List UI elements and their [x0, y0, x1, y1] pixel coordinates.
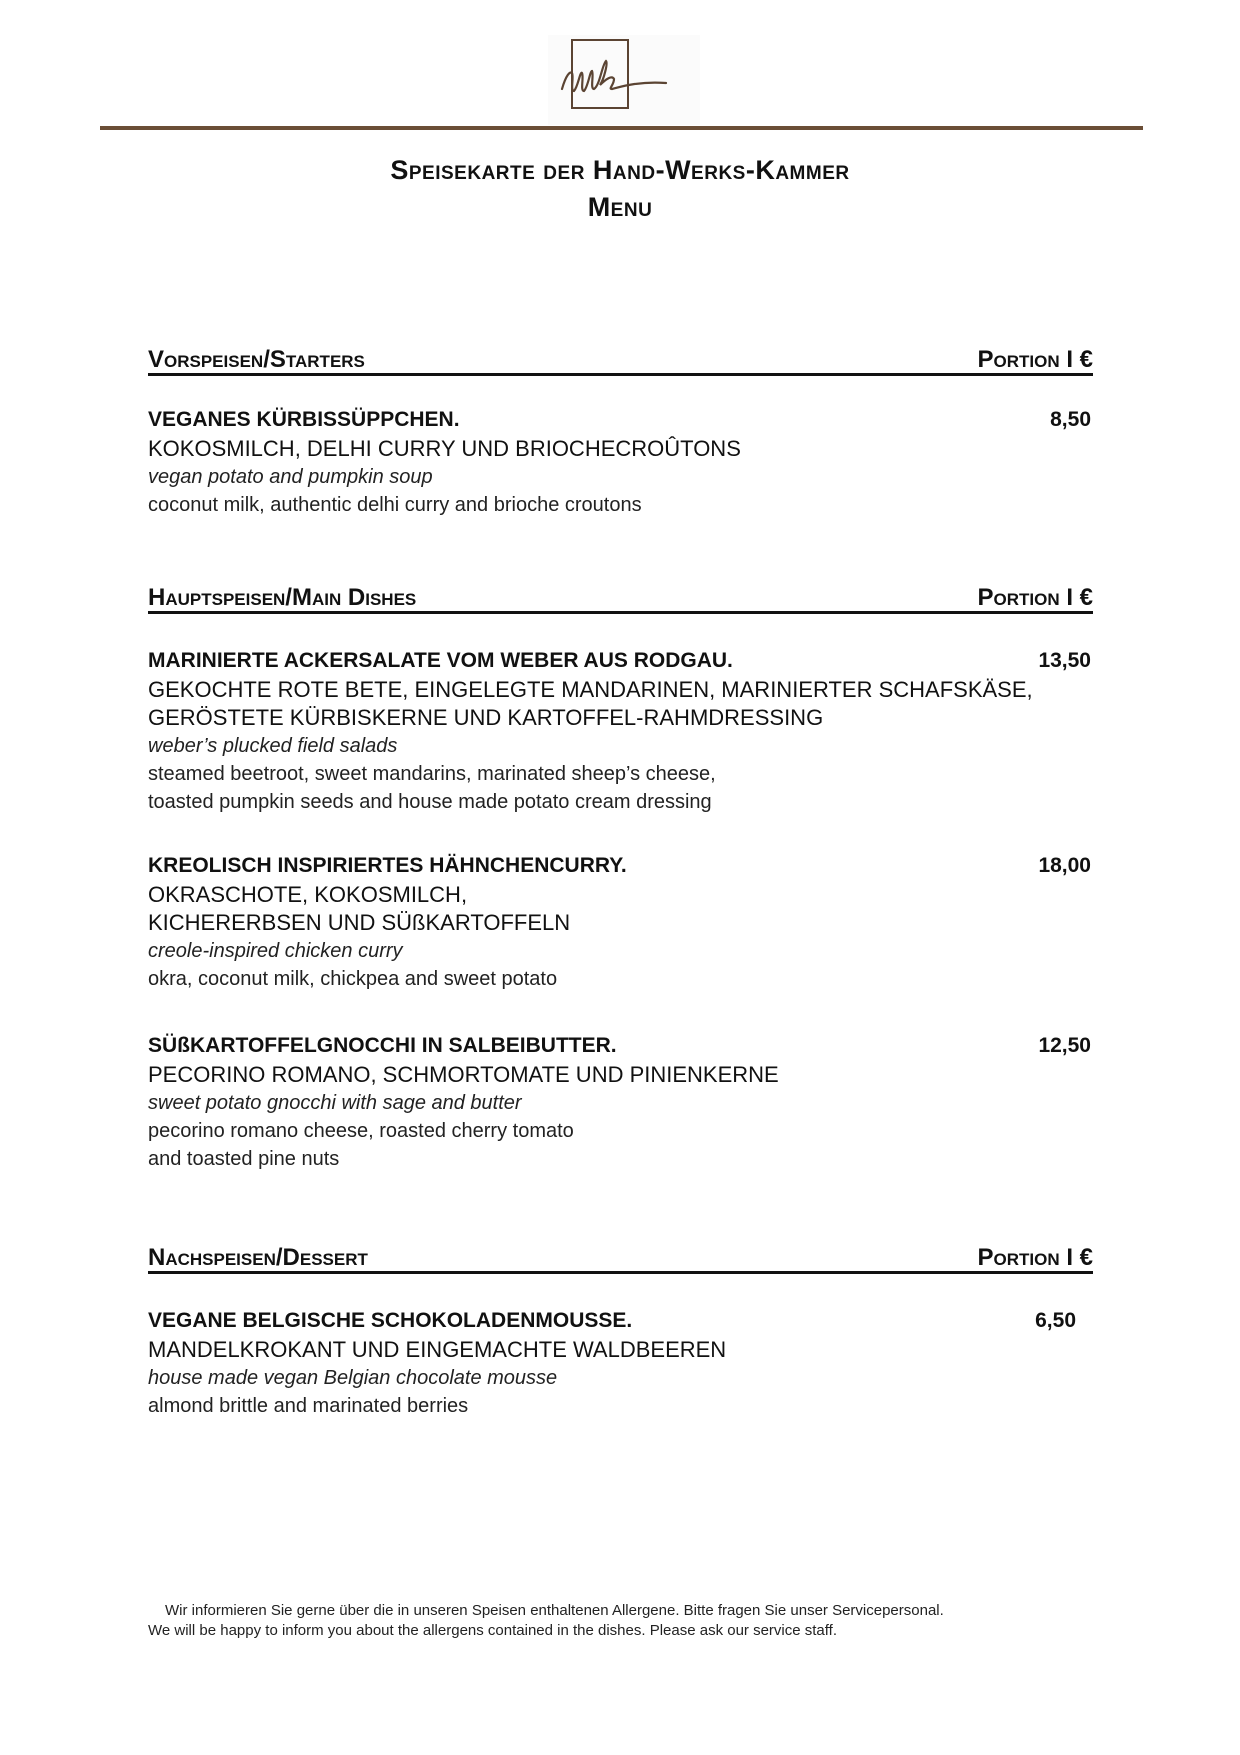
menu-item — [148, 1031, 1093, 1173]
item-description-en: okra, coconut milk, chickpea and sweet potato — [148, 968, 558, 990]
item-title-en: vegan potato and pumpkin soup — [148, 466, 433, 488]
item-name: VEGANE BELGISCHE SCHOKOLADENMOUSSE. — [148, 1309, 633, 1332]
item-description-de: GEKOCHTE ROTE BETE, EINGELEGTE MANDARINEN, MARINIERTER SCHAFSKÄSE, — [148, 677, 1033, 702]
item-title-en: sweet potato gnocchi with sage and butter — [148, 1092, 522, 1114]
page-title: Speisekarte der Hand-Werks-Kammer — [390, 155, 850, 185]
menu-item — [148, 405, 1093, 519]
price-column-header: Portion I € — [977, 346, 1093, 373]
item-description-en: pecorino romano cheese, roasted cherry tomato — [148, 1120, 574, 1142]
item-price: 12,50 — [1038, 1034, 1091, 1057]
item-description-en: steamed beetroot, sweet mandarins, marinated sheep’s cheese, — [148, 763, 716, 785]
allergen-notice — [148, 1601, 1098, 1641]
item-description-en: and toasted pine nuts — [148, 1148, 340, 1170]
item-title-en: weber’s plucked field salads — [148, 735, 398, 757]
item-title-en: creole-inspired chicken curry — [148, 940, 403, 962]
item-description-en: toasted pumpkin seeds and house made potato cream dressing — [148, 791, 712, 813]
section-header-starters — [148, 345, 1093, 376]
section-header-main-dishes — [148, 583, 1093, 614]
section-title: Vorspeisen/Starters — [148, 346, 365, 373]
menu-item — [148, 1306, 1078, 1420]
item-price: 18,00 — [1038, 854, 1091, 877]
item-description-de: KICHERERBSEN UND SÜßKARTOFFELN — [148, 910, 571, 935]
item-price: 8,50 — [1050, 408, 1091, 431]
item-name: MARINIERTE ACKERSALATE VOM WEBER AUS RODGAU. — [148, 649, 733, 672]
price-column-header: Portion I € — [977, 584, 1093, 611]
item-description-de: GERÖSTETE KÜRBISKERNE UND KARTOFFEL-RAHMDRESSING — [148, 705, 824, 730]
menu-item — [148, 851, 1093, 993]
section-title: Hauptspeisen/Main Dishes — [148, 584, 417, 611]
allergen-notice-de: Wir informieren Sie gerne über die in unseren Speisen enthaltenen Allergene. Bitte fragen Sie unser Servicepersonal. — [165, 1602, 944, 1619]
item-description-de: MANDELKROKANT UND EINGEMACHTE WALDBEEREN — [148, 1337, 727, 1362]
item-description-de: PECORINO ROMANO, SCHMORTOMATE UND PINIENKERNE — [148, 1062, 779, 1087]
allergen-notice-en: We will be happy to inform you about the allergens contained in the dishes. Please ask our service staff. — [148, 1622, 838, 1639]
item-title-en: house made vegan Belgian chocolate mousse — [148, 1367, 558, 1389]
item-description-en: coconut milk, authentic delhi curry and brioche croutons — [148, 494, 642, 516]
section-header-dessert — [148, 1243, 1093, 1274]
menu-item — [148, 646, 1093, 816]
price-column-header: Portion I € — [977, 1244, 1093, 1271]
item-price: 6,50 — [1035, 1309, 1076, 1332]
header-rule — [100, 126, 1143, 130]
mh-monogram-logo-icon — [548, 35, 700, 125]
item-description-de: KOKOSMILCH, DELHI CURRY UND BRIOCHECROÛTONS — [148, 436, 741, 461]
item-name: SÜßKARTOFFELGNOCCHI IN SALBEIBUTTER. — [148, 1034, 617, 1057]
item-description-de: OKRASCHOTE, KOKOSMILCH, — [148, 882, 468, 907]
logo — [548, 35, 700, 125]
section-title: Nachspeisen/Dessert — [148, 1244, 368, 1271]
item-description-en: almond brittle and marinated berries — [148, 1395, 469, 1417]
page-subtitle: Menu — [587, 192, 653, 222]
item-name: VEGANES KÜRBISSÜPPCHEN. — [148, 408, 460, 431]
item-price: 13,50 — [1038, 649, 1091, 672]
item-name: KREOLISCH INSPIRIERTES HÄHNCHENCURRY. — [148, 854, 627, 877]
